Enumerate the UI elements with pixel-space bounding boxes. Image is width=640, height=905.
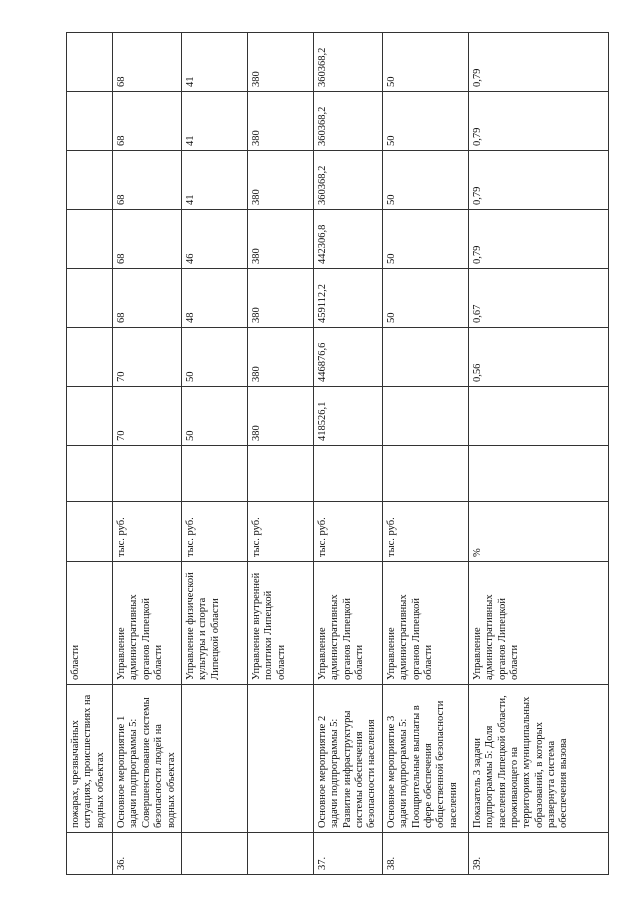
row-value-2: 0,56 xyxy=(468,328,608,387)
row-empty-cell xyxy=(382,446,468,502)
row-empty-cell xyxy=(313,446,382,502)
row-value-1: 380 xyxy=(247,387,313,446)
row-unit: тыс. руб. xyxy=(382,502,468,562)
row-value-3: 459112,2 xyxy=(313,269,382,328)
row-value-1 xyxy=(468,387,608,446)
row-responsible: Управление административных органов Липецкой области xyxy=(313,562,382,685)
row-value-5 xyxy=(67,151,113,210)
row-value-6 xyxy=(67,92,113,151)
row-value-4: 0,79 xyxy=(468,210,608,269)
row-responsible: Управление административных органов Липецкой области xyxy=(382,562,468,685)
row-value-6: 41 xyxy=(181,92,247,151)
row-value-1: 70 xyxy=(113,387,182,446)
row-value-3: 380 xyxy=(247,269,313,328)
row-value-6: 68 xyxy=(113,92,182,151)
row-responsible: Управление физической культуры и спорта Липецкой области xyxy=(181,562,247,685)
row-value-5: 360368,2 xyxy=(313,151,382,210)
row-responsible: области xyxy=(67,562,113,685)
row-value-2: 446876,6 xyxy=(313,328,382,387)
row-empty-cell xyxy=(67,446,113,502)
row-responsible: Управление административных органов Липецкой области xyxy=(468,562,608,685)
row-value-6: 380 xyxy=(247,92,313,151)
row-number: 36. xyxy=(113,833,182,875)
row-value-1 xyxy=(382,387,468,446)
row-value-1: 50 xyxy=(181,387,247,446)
row-empty-cell xyxy=(468,446,608,502)
row-value-2: 70 xyxy=(113,328,182,387)
row-value-3 xyxy=(67,269,113,328)
row-value-6: 50 xyxy=(382,92,468,151)
row-value-2: 50 xyxy=(181,328,247,387)
row-value-5: 68 xyxy=(113,151,182,210)
row-value-4: 442306,8 xyxy=(313,210,382,269)
row-value-5: 0,79 xyxy=(468,151,608,210)
row-number xyxy=(67,833,113,875)
row-value-7: 50 xyxy=(382,33,468,92)
row-value-2 xyxy=(67,328,113,387)
table-row xyxy=(67,33,113,875)
row-value-3: 0,67 xyxy=(468,269,608,328)
row-empty-cell xyxy=(247,446,313,502)
row-value-6: 0,79 xyxy=(468,92,608,151)
program-table xyxy=(66,32,609,875)
row-value-6: 360368,2 xyxy=(313,92,382,151)
row-number xyxy=(247,833,313,875)
row-number xyxy=(181,833,247,875)
rotated-table-wrapper xyxy=(66,40,604,875)
row-name: Основное мероприятие 1 задачи подпрограммы 5: Совершенствование системы безопасности людей на водных объектах xyxy=(113,685,182,833)
row-unit xyxy=(67,502,113,562)
row-value-4: 46 xyxy=(181,210,247,269)
row-value-7: 360368,2 xyxy=(313,33,382,92)
row-responsible: Управление административных органов Липецкой области xyxy=(113,562,182,685)
row-empty-cell xyxy=(113,446,182,502)
row-value-5: 380 xyxy=(247,151,313,210)
row-value-3: 48 xyxy=(181,269,247,328)
row-responsible: Управление внутренней политики Липецкой области xyxy=(247,562,313,685)
row-value-3: 68 xyxy=(113,269,182,328)
row-number: 38. xyxy=(382,833,468,875)
row-unit: % xyxy=(468,502,608,562)
table-row xyxy=(181,33,247,875)
row-unit: тыс. руб. xyxy=(181,502,247,562)
row-value-7: 68 xyxy=(113,33,182,92)
row-value-4: 50 xyxy=(382,210,468,269)
row-number: 37. xyxy=(313,833,382,875)
row-name: Показатель 3 задачи подпрограммы 5: Доля населения Липецкой области, проживающего на территориях муниципальных образований, в которых развернута система обеспечения вызова xyxy=(468,685,608,833)
row-name xyxy=(181,685,247,833)
row-value-7: 41 xyxy=(181,33,247,92)
row-value-7: 0,79 xyxy=(468,33,608,92)
table-row xyxy=(313,33,382,875)
row-unit: тыс. руб. xyxy=(113,502,182,562)
table-row xyxy=(468,33,608,875)
table-row xyxy=(113,33,182,875)
table-row xyxy=(247,33,313,875)
row-number: 39. xyxy=(468,833,608,875)
row-value-5: 50 xyxy=(382,151,468,210)
row-value-7: 380 xyxy=(247,33,313,92)
row-name: Основное мероприятие 2 задачи подпрограммы 5: Развитие инфраструктуры системы обеспечения безопасности населения xyxy=(313,685,382,833)
row-value-7 xyxy=(67,33,113,92)
row-name: Основное мероприятие 3 задачи подпрограммы 5: Поощрительные выплаты в сфере обеспечения общественной безопасности населения xyxy=(382,685,468,833)
row-name: пожарах, чрезвычайных ситуациях, происшествиях на водных объектах xyxy=(67,685,113,833)
row-value-5: 41 xyxy=(181,151,247,210)
row-value-4: 68 xyxy=(113,210,182,269)
row-value-2: 380 xyxy=(247,328,313,387)
row-value-4 xyxy=(67,210,113,269)
row-value-1: 418526,1 xyxy=(313,387,382,446)
row-value-1 xyxy=(67,387,113,446)
row-value-4: 380 xyxy=(247,210,313,269)
row-unit: тыс. руб. xyxy=(313,502,382,562)
row-value-2 xyxy=(382,328,468,387)
row-unit: тыс. руб. xyxy=(247,502,313,562)
table-row xyxy=(382,33,468,875)
row-empty-cell xyxy=(181,446,247,502)
row-value-3: 50 xyxy=(382,269,468,328)
row-name xyxy=(247,685,313,833)
